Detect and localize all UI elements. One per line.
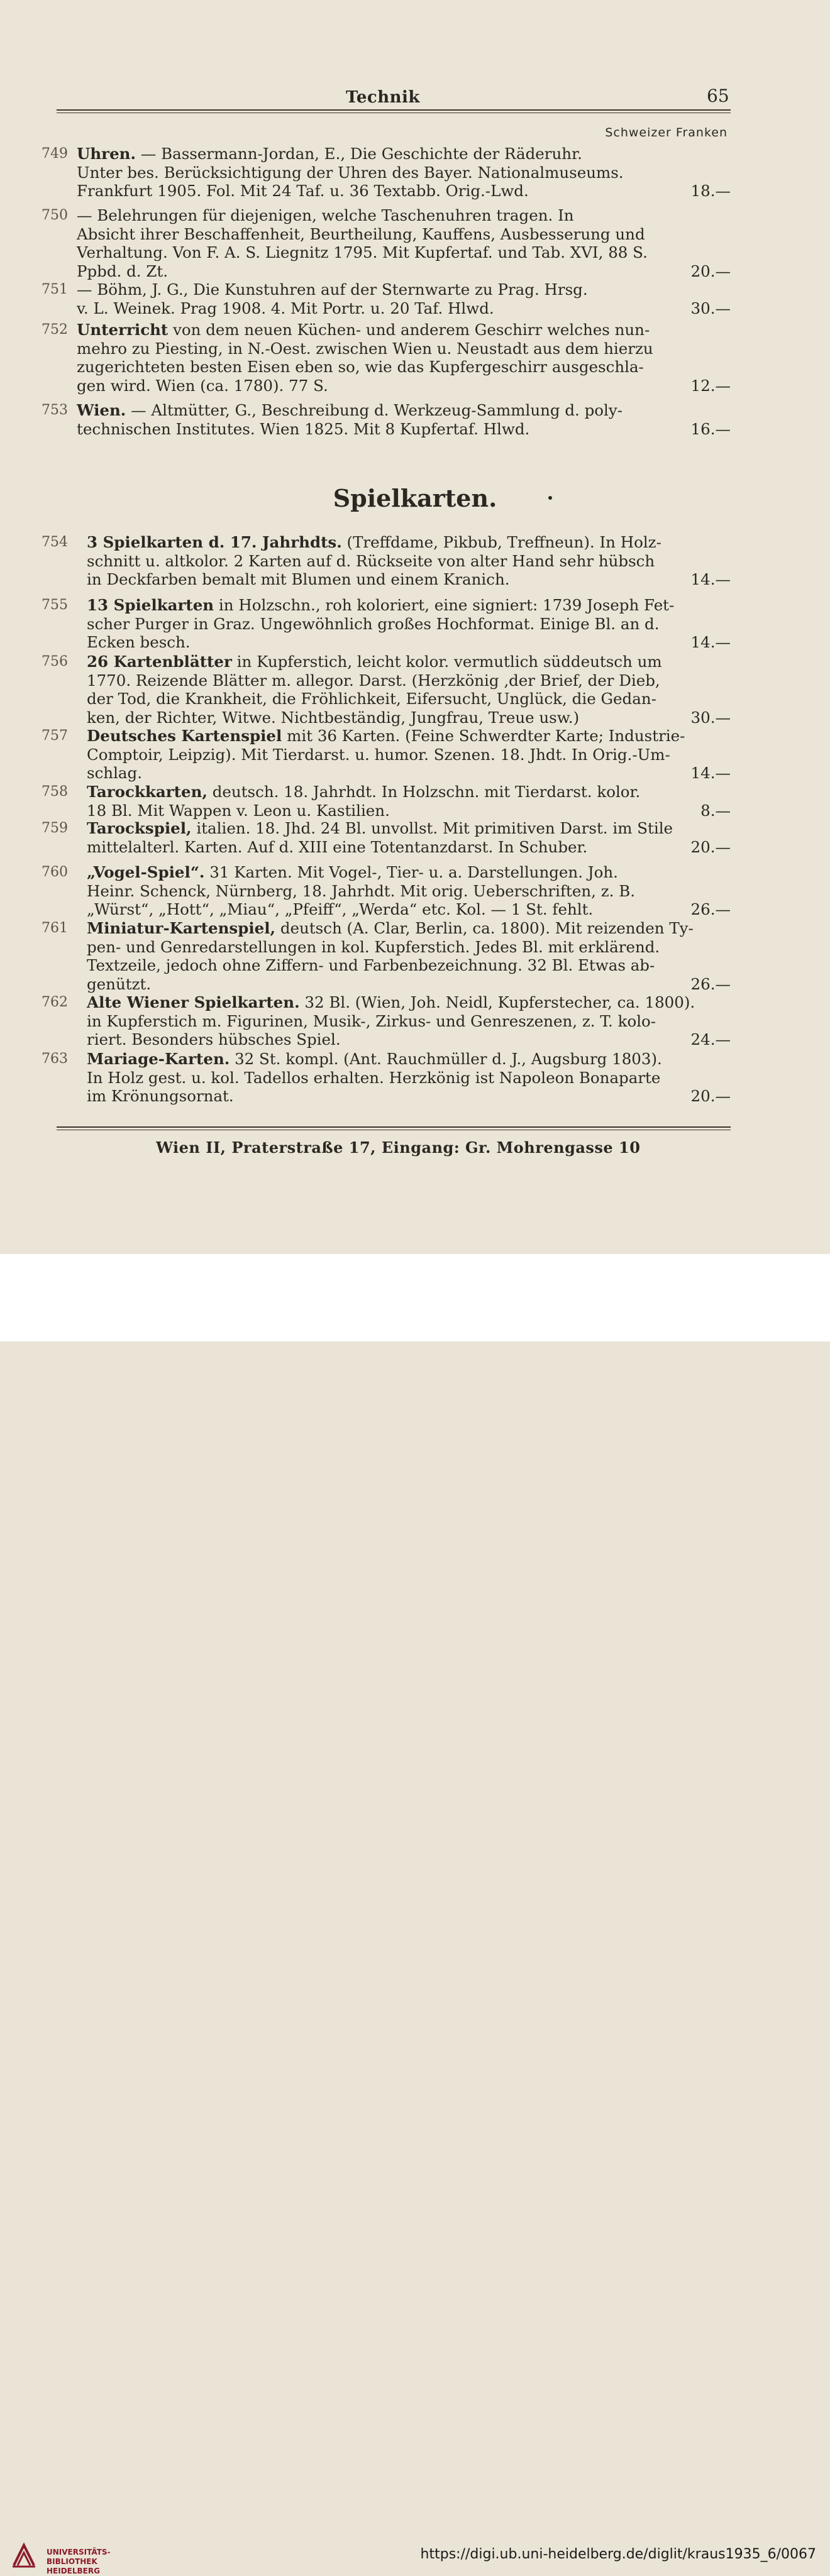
entry-line-text: deutsch (A. Clar, Berlin, ca. 1800). Mit reizenden Ty- [280,919,694,937]
entry-number: 754 [42,534,68,550]
printed-dot [548,496,552,500]
entry-line-text: schlag. [87,764,142,782]
entry-keyword: Unterricht [77,321,169,339]
entry-line-text: technischen Institutes. Wien 1825. Mit 8 Kupfertaf. Hlwd. [77,419,530,438]
entry-line [87,596,731,615]
entry-line [87,919,731,938]
entry-line-text: in Kupferstich m. Figurinen, Musik-, Zirkus- und Genreszenen, z. T. kolo- [87,1011,656,1030]
entry-line [87,783,731,801]
entry-text [87,652,731,727]
entry-line-text: 32 St. kompl. (Ant. Rauchmüller d. J., Augsburg 1803). [235,1050,662,1068]
entry-number: 753 [42,402,68,418]
entry-keyword: Mariage-Karten. [87,1050,230,1068]
currency-label: Schweizer Franken [605,126,728,140]
entry-line [87,708,731,727]
entry-price: 14.— [690,633,731,651]
entry-keyword: Wien. [77,401,126,419]
entry-price: 20.— [690,261,731,280]
entry-keyword: 13 Spielkarten [87,596,214,614]
entry-price: 26.— [690,900,731,918]
entry-line [87,671,731,690]
entry-line [87,690,731,708]
entry-line [87,533,731,552]
catalog-entry [42,993,731,1049]
entry-line-text: gen wird. Wien (ca. 1780). 77 S. [77,376,328,395]
entry-number: 752 [42,322,68,338]
entry-line-text: pen- und Genredarstellungen in kol. Kupferstich. Jedes Bl. mit erklärend. [87,937,660,956]
entry-number: 749 [42,146,68,162]
entry-line [87,1012,731,1031]
entry-line [87,801,731,820]
entry-line-text: riert. Besonders hübsches Spiel. [87,1030,341,1049]
entry-line [87,727,731,746]
entry-line-text: 18 Bl. Mit Wappen v. Leon u. Kastilien. [87,801,390,820]
entry-number: 760 [42,864,68,880]
entry-keyword: Miniatur-Kartenspiel, [87,919,276,937]
entry-text [77,145,731,201]
library-logo-icon[interactable] [10,2541,38,2569]
entry-price: 20.— [690,837,731,856]
catalog-entry [42,401,731,438]
catalog-entry [42,145,731,201]
catalog-entry [42,783,731,820]
entry-text [77,280,731,317]
entry-number: 756 [42,654,68,669]
entry-line-text: in Kupferstich, leicht kolor. vermutlich süddeutsch um [236,652,662,671]
entry-number: 758 [42,784,68,800]
viewer-footer-bar [0,1254,830,2575]
entry-line-text: mittelalterl. Karten. Auf d. XIII eine Totentanzdarst. In Schuber. [87,837,588,856]
entry-line-text: Unter bes. Berücksichtigung der Uhren des Bayer. Nationalmuseums. [77,163,624,182]
entry-line-text: ken, der Richter, Witwe. Nichtbeständig, Jungfrau, Treue usw.) [87,708,580,727]
entry-line-text: in Deckfarben bemalt mit Blumen und einem Kranich. [87,570,510,588]
entry-line [77,377,731,395]
entry-line-text: — Böhm, J. G., Die Kunstuhren auf der Sternwarte zu Prag. Hrsg. [77,280,588,299]
entry-line [77,206,731,225]
catalog-entry [42,652,731,727]
entry-line-text: im Krönungsornat. [87,1087,234,1105]
entry-number: 751 [42,282,68,297]
entry-line-text: Verhaltung. Von F. A. S. Liegnitz 1795. Mit Kupfertaf. und Tab. XVI, 88 S. [77,243,648,261]
catalog-entry [42,727,731,783]
entry-line [87,746,731,764]
library-name-line: UNIVERSITÄTS- [47,2548,111,2557]
catalog-entry [42,863,731,919]
entry-line-text: zugerichteten besten Eisen eben so, wie das Kupfergeschirr ausgeschla- [77,358,644,376]
entry-line-text: 32 Bl. (Wien, Joh. Neidl, Kupferstecher, ca. 1800). [304,993,695,1011]
entry-line-text: Heinr. Schenck, Nürnberg, 18. Jahrhdt. Mit orig. Ueberschriften, z. B. [87,881,636,900]
entry-line [87,633,731,652]
entry-line [77,401,731,420]
entry-line [87,652,731,671]
entry-line [87,993,731,1012]
catalog-entry [42,1050,731,1106]
entry-line [87,1050,731,1069]
entry-line-text: — Bassermann-Jordan, E., Die Geschichte der Räderuhr. [140,145,582,163]
entry-line [87,552,731,571]
entry-number: 763 [42,1051,68,1067]
entry-price: 16.— [690,419,731,438]
entry-line-text: in Holzschn., roh koloriert, eine signiert: 1739 Joseph Fet- [218,596,675,614]
entry-price: 14.— [690,764,731,782]
entry-line-text: 1770. Reizende Blätter m. allegor. Darst. (Herzkönig ‚der Brief, der Dieb, [87,671,660,690]
entry-line [87,764,731,783]
entry-number: 755 [42,597,68,613]
entry-line [77,358,731,377]
entry-line [87,900,731,919]
entry-number: 761 [42,920,68,936]
entry-line [87,975,731,994]
entry-text [87,727,731,783]
entry-text [87,919,731,993]
catalog-entry [42,819,731,856]
entry-line [87,819,731,838]
page-number: 65 [707,85,729,106]
entry-price: 26.— [690,974,731,993]
entry-price: 8.— [700,801,731,820]
entry-price: 30.— [690,708,731,727]
entry-price: 30.— [690,299,731,317]
header-rule [57,109,731,113]
entry-price: 18.— [690,182,731,200]
entry-price: 12.— [690,376,731,395]
entry-line-text: Textzeile, jedoch ohne Ziffern- und Farbenbezeichnung. 32 Bl. Etwas ab- [87,956,655,974]
entry-line [87,838,731,857]
entry-line [77,262,731,281]
entry-line-text: — Altmütter, G., Beschreibung d. Werkzeug-Sammlung d. poly- [131,401,622,419]
running-head-title: Technik [346,88,420,107]
entry-line-text: In Holz gest. u. kol. Tadellos erhalten. Herzkönig ist Napoleon Bonaparte [87,1068,661,1087]
entry-text [77,206,731,280]
entry-line [77,299,731,318]
entry-text [87,863,731,919]
catalog-entry [42,596,731,652]
entry-line [77,225,731,244]
entry-number: 759 [42,820,68,836]
permalink-url[interactable]: https://digi.ub.uni-heidelberg.de/diglit/kraus1935_6/0067 [420,2546,816,2562]
entry-keyword: Tarockspiel, [87,819,192,837]
entry-text [87,783,731,820]
entry-line [87,1030,731,1049]
entry-line [77,182,731,201]
entry-keyword: 26 Kartenblätter [87,652,232,671]
entry-line-text: der Tod, die Krankheit, die Fröhlichkeit, Eifersucht, Unglück, die Gedan- [87,690,656,708]
entry-keyword: „Vogel-Spiel“. [87,863,205,881]
entry-line-text: „Würst“, „Hott“, „Miau“, „Pfeiff“, „Werda“ etc. Kol. — 1 St. fehlt. [87,900,594,918]
entry-line-text: von dem neuen Küchen- und anderem Geschirr welches nun- [173,321,650,339]
footer-rule [57,1126,731,1130]
entry-line-text: schnitt u. altkolor. 2 Karten auf d. Rückseite von alter Hand sehr hübsch [87,551,655,570]
entry-text [77,321,731,395]
entry-text [87,819,731,856]
entry-keyword: 3 Spielkarten d. 17. Jahrhdts. [87,533,342,551]
entry-line [77,145,731,163]
entry-keyword: Uhren. [77,145,136,163]
entry-line-text: (Treffdame, Pikbub, Treffneun). In Holz- [346,533,661,551]
entry-line-text: deutsch. 18. Jahrhdt. In Holzschn. mit Tierdarst. kolor. [212,783,641,801]
entry-line [87,1087,731,1106]
entry-line [77,339,731,358]
entry-line [77,420,731,439]
entry-line [87,956,731,975]
entry-line [77,243,731,262]
entry-line [87,938,731,957]
entry-number: 762 [42,994,68,1010]
entry-line [87,1069,731,1087]
scanned-page [0,0,830,1254]
entry-line-text: Ecken besch. [87,633,191,651]
entry-keyword: Alte Wiener Spielkarten. [87,993,300,1011]
entry-line [77,280,731,299]
entry-line-text: Ppbd. d. Zt. [77,261,169,280]
entry-number: 757 [42,728,68,744]
entry-line-text: italien. 18. Jhd. 24 Bl. unvollst. Mit primitiven Darst. im Stile [196,819,673,837]
entry-line-text: Absicht ihrer Beschaffenheit, Beurtheilung, Kauffens, Ausbesserung und [77,224,645,243]
catalog-entry [42,321,731,395]
catalog-entry [42,533,731,589]
entry-keyword: Tarockkarten, [87,783,208,801]
entry-text [87,533,731,589]
section-title: Spielkarten. [333,484,497,512]
entry-text [87,596,731,652]
entry-line-text: mehro zu Piesting, in N.-Oest. zwischen Wien u. Neustadt aus dem hierzu [77,339,653,358]
entry-keyword: Deutsches Kartenspiel [87,727,282,745]
entry-line-text: — Belehrungen für diejenigen, welche Taschenuhren tragen. In [77,206,574,224]
entry-line [87,882,731,901]
entry-line [77,321,731,339]
entry-line [87,570,731,589]
library-name [47,2548,111,2576]
footer-address: Wien II, Praterstraße 17, Eingang: Gr. Mohrengasse 10 [156,1138,641,1157]
entry-text [77,401,731,438]
entry-text [87,1050,731,1106]
library-name-line: HEIDELBERG [47,2567,100,2575]
entry-line [77,163,731,182]
entry-price: 24.— [690,1030,731,1049]
entry-line-text: genützt. [87,974,152,993]
entry-line [87,863,731,882]
entry-price: 20.— [690,1087,731,1105]
entry-line-text: 31 Karten. Mit Vogel-, Tier- u. a. Darstellungen. Joh. [209,863,618,881]
entry-line-text: scher Purger in Graz. Ungewöhnlich großes Hochformat. Einige Bl. an d. [87,614,660,633]
entry-line-text: Frankfurt 1905. Fol. Mit 24 Taf. u. 36 Textabb. Orig.-Lwd. [77,182,529,200]
entry-line [87,615,731,634]
entry-text [87,993,731,1049]
catalog-entry [42,919,731,993]
entry-number: 750 [42,207,68,223]
catalog-entry [42,206,731,280]
entry-line-text: Comptoir, Leipzig). Mit Tierdarst. u. humor. Szenen. 18. Jhdt. In Orig.-Um- [87,745,670,764]
catalog-entry [42,280,731,317]
entry-price: 14.— [690,570,731,588]
library-name-line: BIBLIOTHEK [47,2557,97,2566]
entry-line-text: v. L. Weinek. Prag 1908. 4. Mit Portr. u. 20 Taf. Hlwd. [77,299,494,317]
entry-line-text: mit 36 Karten. (Feine Schwerdter Karte; Industrie- [287,727,685,745]
